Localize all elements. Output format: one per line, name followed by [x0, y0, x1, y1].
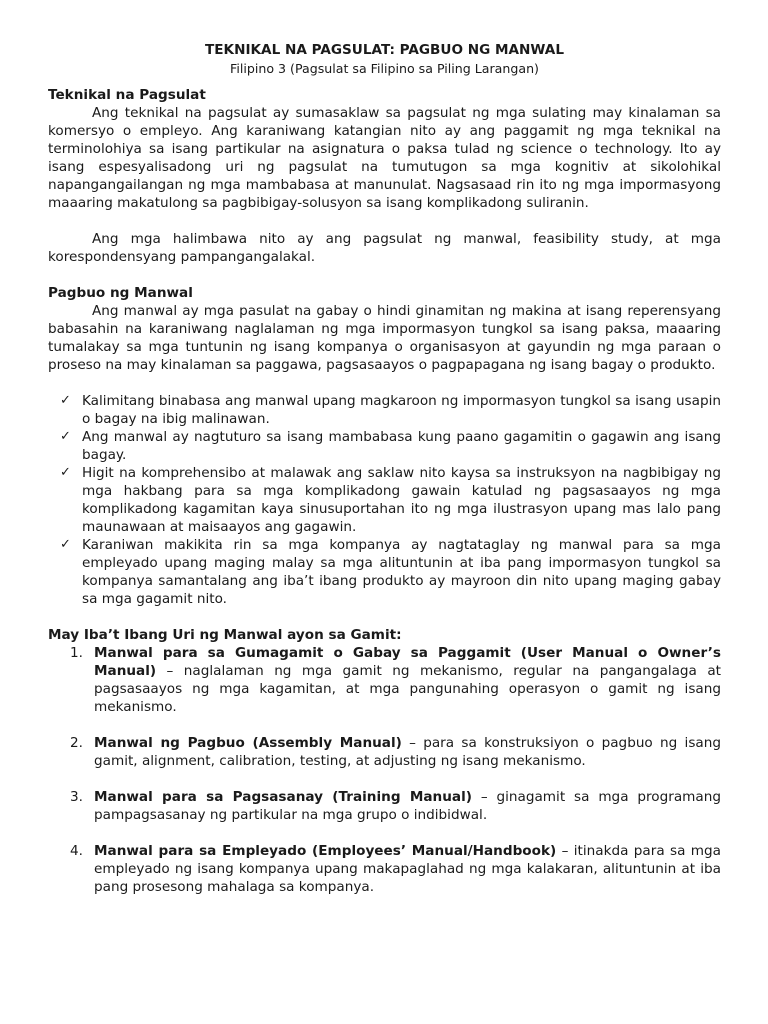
list-item: [70, 734, 721, 770]
section-heading-teknikal: Teknikal na Pagsulat: [48, 87, 206, 103]
list-number: 2.: [70, 735, 83, 751]
manual-type-description: – ginagamit sa mga programang pampagsasanay ng partikular na mga grupo o indibidwal.: [94, 789, 721, 823]
numbered-list: [48, 644, 721, 896]
list-item-text: Kalimitang binabasa ang manwal upang magkaroon ng impormasyon tungkol sa isang usapin o bagay na ibig malinawan.: [82, 393, 721, 427]
paragraph: Ang teknikal na pagsulat ay sumasaklaw sa pagsulat ng mga sulating may kinalaman sa komersyo o empleyo. Ang karaniwang katangian nito ay ang paggamit ng mga teknikal na terminolohiya sa isang partikular na asignatura o paksa tulad ng science o technology. Ito ay isang espesyalisadong uri ng pagsulat na tumutugon sa mga kognitiv at sikolohikal napangangailangan ng mga mambabasa at manunulat. Nagsasaad rin ito ng mga impormasyong maaaring makatulong sa pagbibigay-solusyon sa isang komplikadong suliranin.: [48, 105, 721, 211]
list-item: [60, 536, 721, 608]
list-number: 3.: [70, 789, 83, 805]
list-item: [70, 644, 721, 716]
list-item-text: Higit na komprehensibo at malawak ang saklaw nito kaysa sa instruksyon na nagbibigay ng mga hakbang para sa mga komplikadong gawain katulad ng pagsasaayos ng mga komplikadong kagamitan kaya sinusuportahan ito ng mga ilustrasyon upang mas lalo pang maunawaan at maisaayos ang gagawin.: [82, 465, 721, 535]
section-heading-manwal: Pagbuo ng Manwal: [48, 285, 193, 301]
list-item-text: Ang manwal ay nagtuturo sa isang mambabasa kung paano gagamitin o gagawin ang isang bagay.: [82, 429, 721, 463]
list-number: 1.: [70, 645, 83, 661]
manual-type-term: Manwal para sa Gumagamit o Gabay sa Paggamit (User Manual o Owner’s Manual): [94, 645, 721, 679]
checkmark-icon: ✓: [60, 465, 71, 480]
document-title: TEKNIKAL NA PAGSULAT: PAGBUO NG MANWAL: [205, 42, 564, 58]
manual-type-term: Manwal ng Pagbuo (Assembly Manual): [94, 735, 402, 751]
manual-type-description: – naglalaman ng mga gamit ng mekanismo, regular na pangangalaga at pagsasaayos ng mga kagamitan, at mga pangunahing operasyon o gamit ng isang mekanismo.: [94, 663, 721, 715]
manual-type-description: – para sa konstruksiyon o pagbuo ng isang gamit, alignment, calibration, testing, at adjusting ng isang mekanismo.: [94, 735, 721, 769]
list-item: [70, 788, 721, 824]
list-item: [60, 428, 721, 464]
section-heading-uri: May Iba’t Ibang Uri ng Manwal ayon sa Gamit:: [48, 627, 402, 643]
list-item: [60, 392, 721, 428]
list-item-text: Karaniwan makikita rin sa mga kompanya ay nagtataglay ng manwal para sa mga empleyado upang maging malay sa mga alituntunin at iba pang impormasyon tungkol sa kompanya samantalang ang iba’t ibang produkto ay mayroon din nito upang maging gabay sa mga gagamit nito.: [82, 537, 721, 607]
list-number: 4.: [70, 843, 83, 859]
list-item: [60, 464, 721, 536]
checkmark-icon: ✓: [60, 537, 71, 552]
manual-type-description: – itinakda para sa mga empleyado ng isang kompanya upang makapaglahad ng mga kalakaran, alituntunin at iba pang prosesong mahalaga sa kompanya.: [94, 843, 721, 895]
checkmark-icon: ✓: [60, 393, 71, 408]
manual-type-term: Manwal para sa Pagsasanay (Training Manual): [94, 789, 472, 805]
list-item: [70, 842, 721, 896]
checkmark-icon: ✓: [60, 429, 71, 444]
paragraph: Ang mga halimbawa nito ay ang pagsulat ng manwal, feasibility study, at mga korespondensyang pampangangalakal.: [48, 231, 721, 265]
document-subtitle: Filipino 3 (Pagsulat sa Filipino sa Piling Larangan): [230, 61, 539, 76]
paragraph: Ang manwal ay mga pasulat na gabay o hindi ginamitan ng makina at isang reperensyang babasahin na karaniwang naglalaman ng mga impormasyon tungkol sa isang paksa, maaaring tumalakay sa mga tuntunin ng isang kompanya o organisasyon at gayundin ng mga paraan o proseso na may kinalaman sa paggawa, pagsasaayos o pagpapagana ng isang bagay o produkto.: [48, 303, 721, 373]
bullet-list: [48, 392, 721, 608]
manual-type-term: Manwal para sa Empleyado (Employees’ Manual/Handbook): [94, 843, 557, 859]
